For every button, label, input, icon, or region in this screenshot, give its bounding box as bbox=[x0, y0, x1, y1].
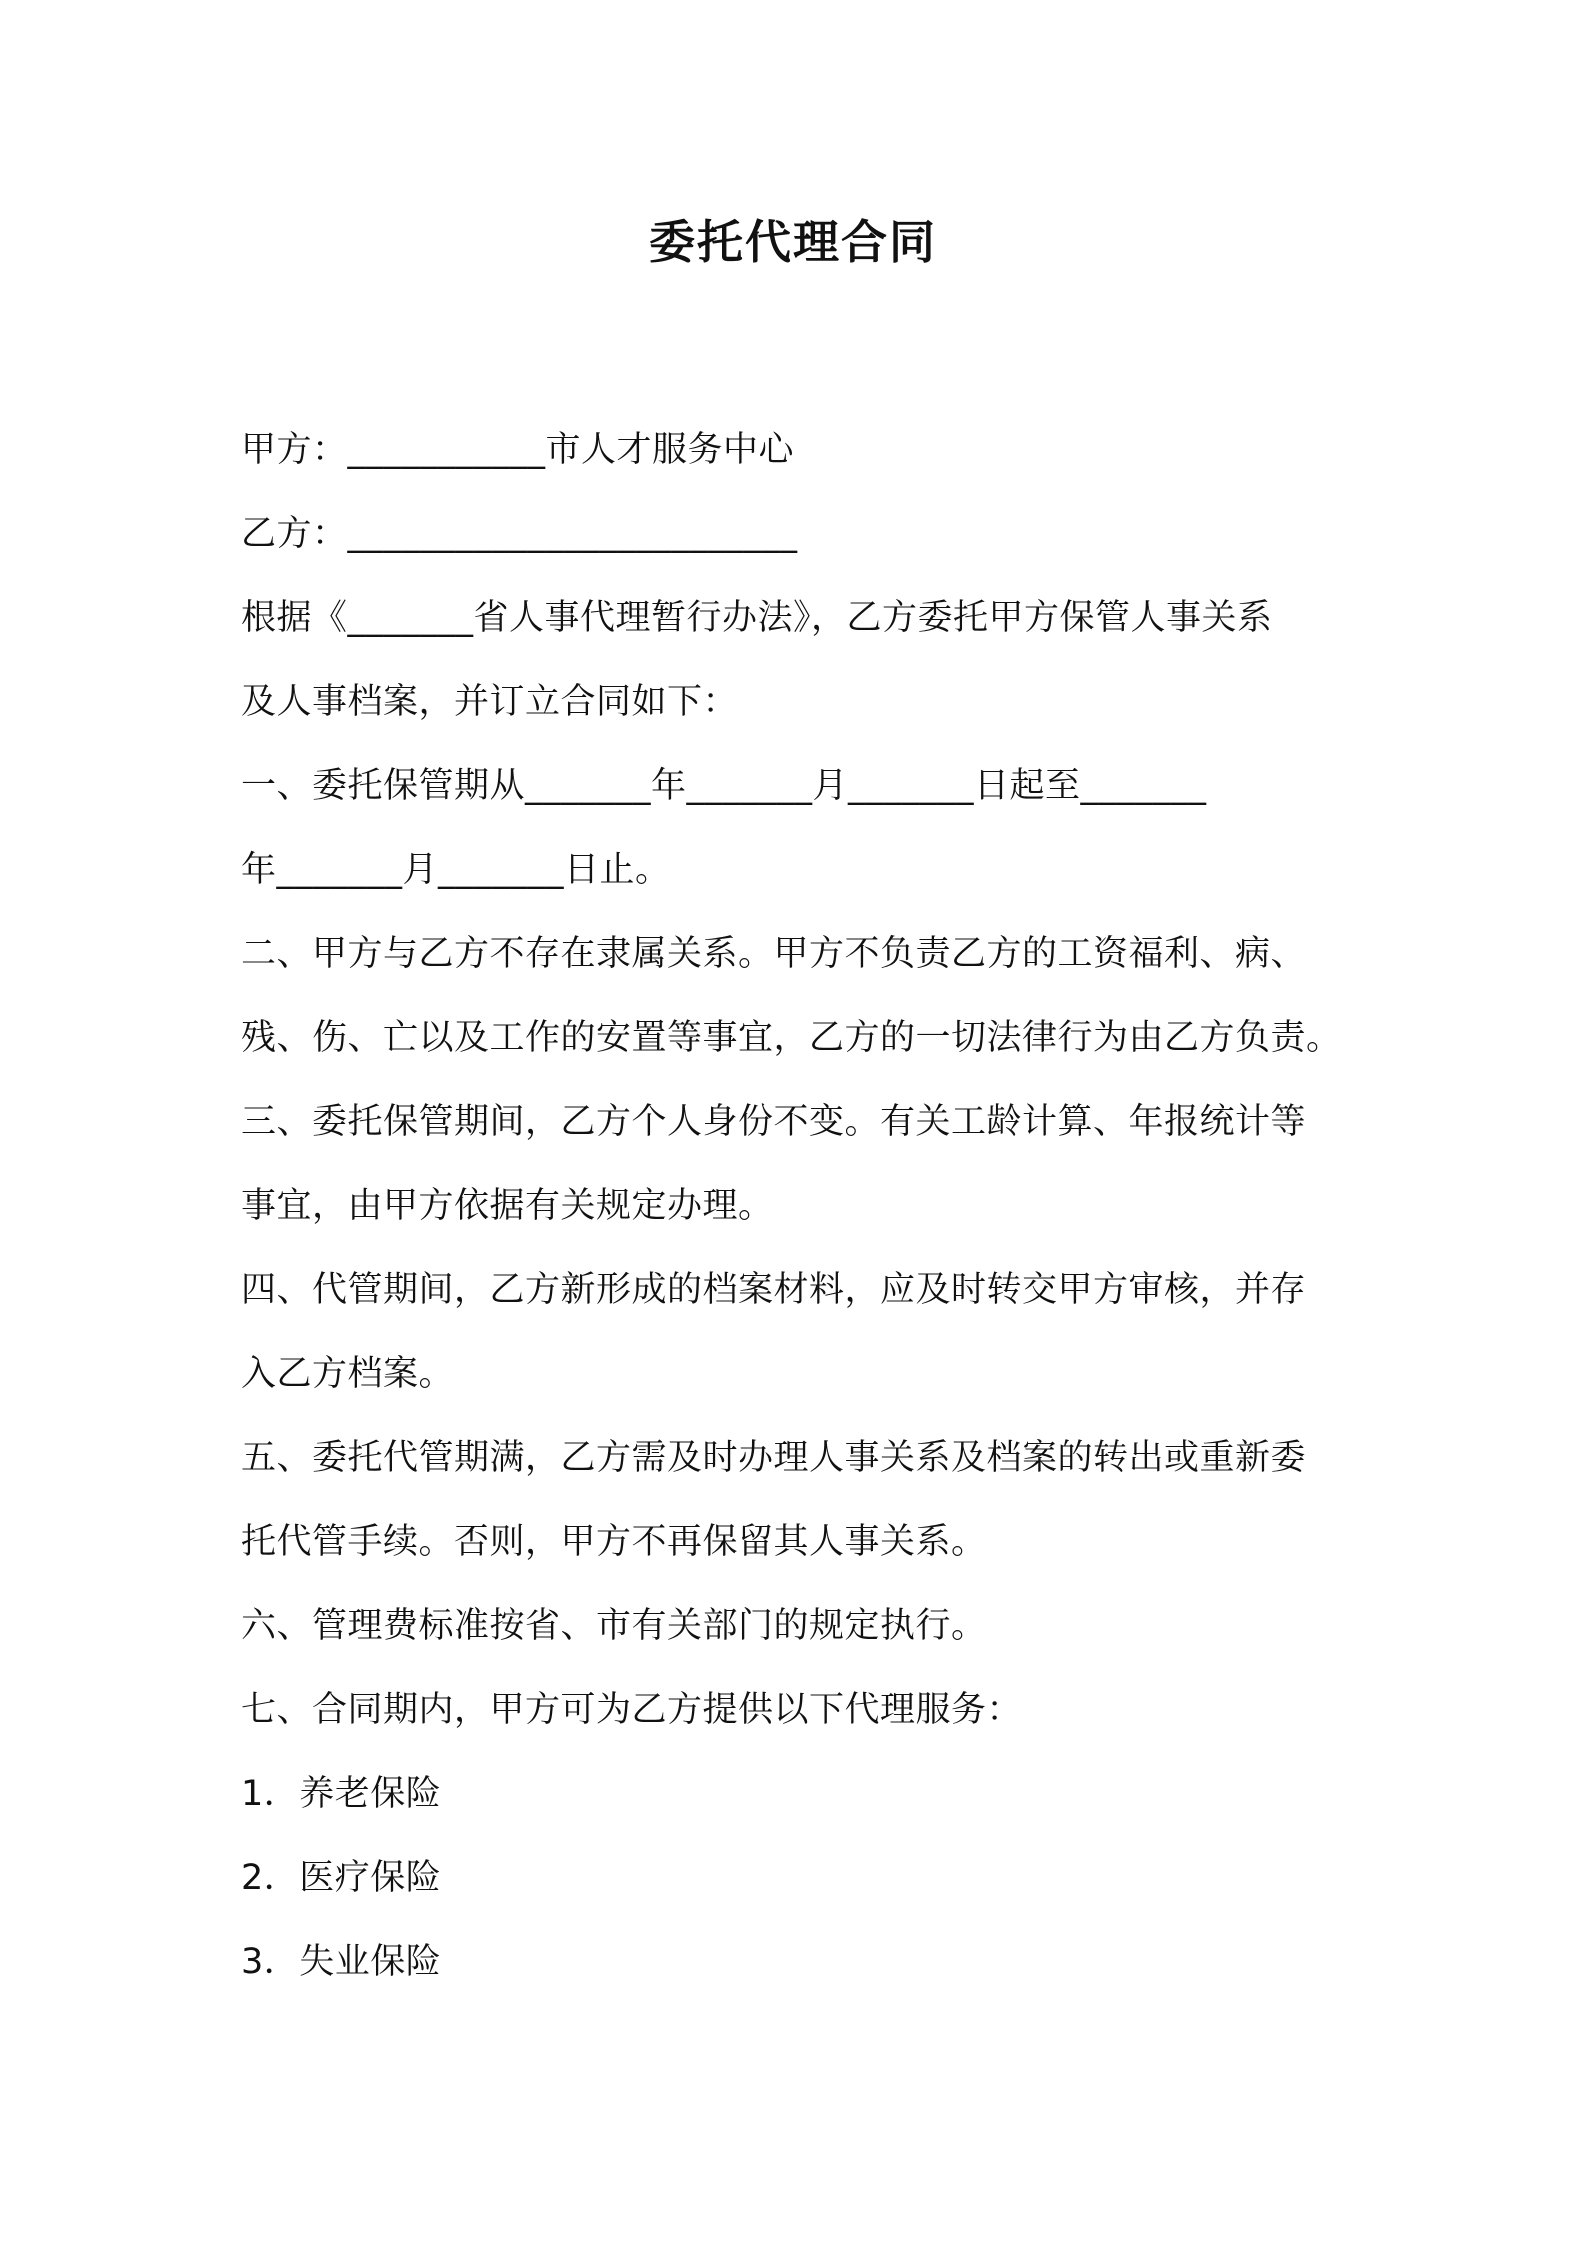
preamble-line-1: 根据《_______省人事代理暂行办法》，乙方委托甲方保管人事关系 bbox=[241, 598, 1273, 638]
clause-1-line-2: 年_______月_______日止。 bbox=[241, 850, 671, 890]
clause-3-line-2: 事宜，由甲方依据有关规定办理。 bbox=[241, 1186, 774, 1226]
clause-3-line-1: 三、委托保管期间，乙方个人身份不变。有关工龄计算、年报统计等 bbox=[241, 1102, 1307, 1142]
service-item-2: 2．医疗保险 bbox=[241, 1858, 442, 1898]
party-b-line: 乙方：_________________________ bbox=[241, 514, 798, 554]
clause-7-line: 七、合同期内，甲方可为乙方提供以下代理服务： bbox=[241, 1690, 1023, 1730]
clause-5-line-1: 五、委托代管期满，乙方需及时办理人事关系及档案的转出或重新委 bbox=[241, 1438, 1307, 1478]
service-item-1: 1．养老保险 bbox=[241, 1774, 442, 1814]
clause-2-line-1: 二、甲方与乙方不存在隶属关系。甲方不负责乙方的工资福利、病、 bbox=[241, 934, 1307, 974]
party-a-line: 甲方：___________市人才服务中心 bbox=[241, 430, 795, 470]
clause-1-line-1: 一、委托保管期从_______年_______月_______日起至_______ bbox=[241, 766, 1207, 806]
clause-5-line-2: 托代管手续。否则，甲方不再保留其人事关系。 bbox=[241, 1522, 987, 1562]
preamble-line-2: 及人事档案，并订立合同如下： bbox=[241, 682, 739, 722]
clause-4-line-1: 四、代管期间，乙方新形成的档案材料，应及时转交甲方审核，并存 bbox=[241, 1270, 1307, 1310]
clause-4-line-2: 入乙方档案。 bbox=[241, 1354, 455, 1394]
clause-6-line: 六、管理费标准按省、市有关部门的规定执行。 bbox=[241, 1606, 987, 1646]
service-item-3: 3．失业保险 bbox=[241, 1942, 442, 1982]
clause-2-line-2: 残、伤、亡以及工作的安置等事宜，乙方的一切法律行为由乙方负责。 bbox=[241, 1018, 1342, 1058]
document-title: 委托代理合同 bbox=[649, 215, 937, 269]
contract-body bbox=[241, 408, 1361, 2004]
